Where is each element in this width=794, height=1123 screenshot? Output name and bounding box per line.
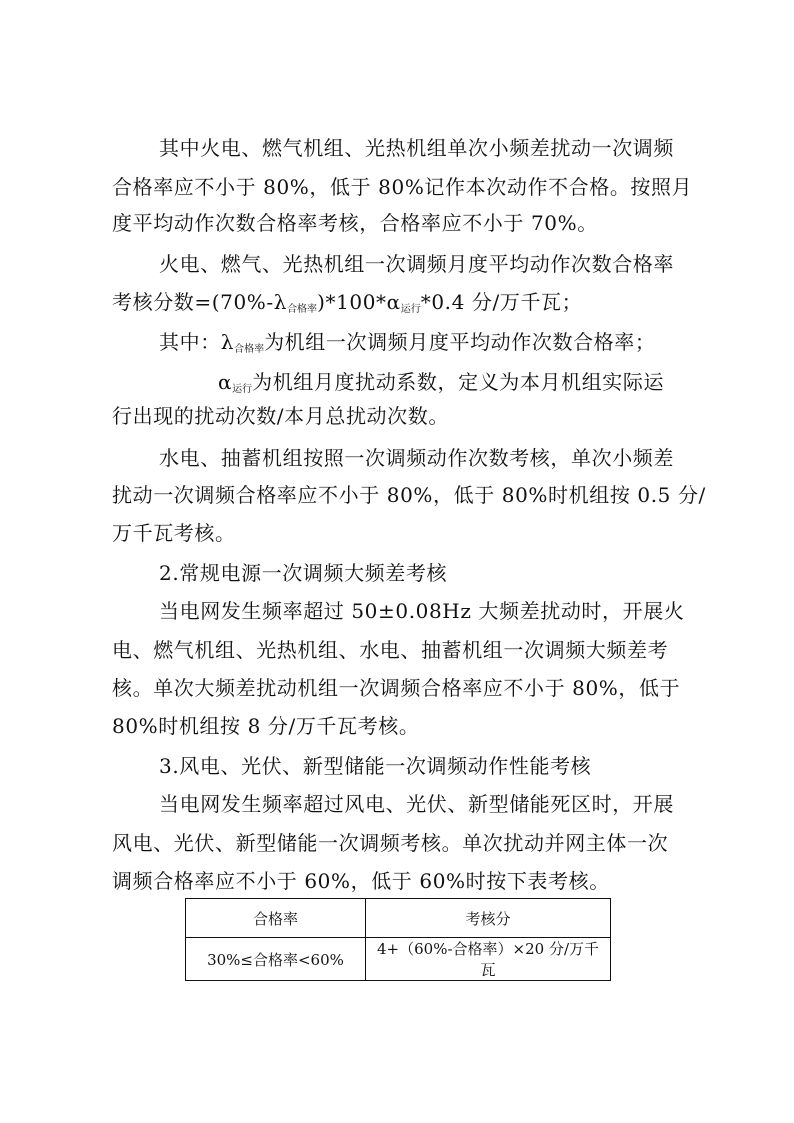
paragraph-line: 核。单次大频差扰动机组一次调频合格率应不小于 80%，低于	[112, 676, 681, 700]
paragraph-line: 水电、抽蓄机组按照一次调频动作次数考核，单次小频差	[159, 446, 674, 470]
table-cell: 30%≤合格率<60%	[186, 938, 366, 981]
formula-part: )*100*α	[317, 290, 401, 314]
formula-part: *0.4 分/万千瓦；	[420, 290, 583, 314]
table-header-cell: 合格率	[186, 899, 366, 938]
table-cell: 4+（60%-合格率）×20 分/万千瓦	[366, 938, 611, 981]
assessment-table	[185, 898, 611, 981]
formula-line	[112, 284, 582, 328]
paragraph-line: 当电网发生频率超过 50±0.08Hz 大频差扰动时，开展火	[159, 599, 685, 623]
table-header-row	[186, 899, 611, 938]
paragraph-line: 火电、燃气、光热机组一次调频月度平均动作次数合格率	[159, 252, 674, 276]
paragraph-line: 扰动一次调频合格率应不小于 80%，低于 80%时机组按 0.5 分/	[112, 483, 706, 507]
paragraph-line: 万千瓦考核。	[112, 521, 236, 545]
paragraph-line: 电、燃气机组、光热机组、水电、抽蓄机组一次调频大频差考	[112, 638, 669, 662]
subscript: 运行	[232, 384, 253, 395]
subscript: 合格率	[287, 304, 318, 315]
paragraph-line: 当电网发生频率超过风电、光伏、新型储能死区时，开展	[159, 792, 674, 816]
paragraph-line: 风电、光伏、新型储能一次调频考核。单次扰动并网主体一次	[112, 831, 669, 855]
paragraph-line: 其中火电、燃气机组、光热机组单次小频差扰动一次调频	[159, 136, 674, 160]
formula-part: 考核分数=(70%-λ	[112, 290, 288, 314]
paragraph-line: 度平均动作次数合格率考核，合格率应不小于 70%。	[112, 211, 598, 235]
section-heading: 2.常规电源一次调频大频差考核	[159, 561, 448, 585]
definition-part: 其中：λ	[159, 330, 235, 354]
definition-line	[159, 324, 655, 368]
subscript: 合格率	[234, 344, 265, 355]
table-header-cell: 考核分	[366, 899, 611, 938]
paragraph-line: 调频合格率应不小于 60%，低于 60%时按下表考核。	[112, 869, 610, 893]
paragraph-line: 行出现的扰动次数/本月总扰动次数。	[112, 404, 449, 428]
paragraph-line: 80%时机组按 8 分/万千瓦考核。	[112, 714, 420, 738]
subscript: 运行	[400, 304, 421, 315]
definition-part: α	[218, 370, 233, 394]
definition-part: 为机组月度扰动系数，定义为本月机组实际运	[252, 370, 665, 394]
section-heading: 3.风电、光伏、新型储能一次调频动作性能考核	[159, 754, 592, 778]
paragraph-line: 合格率应不小于 80%，低于 80%记作本次动作不合格。按照月	[112, 175, 693, 199]
definition-part: 为机组一次调频月度平均动作次数合格率；	[264, 330, 656, 354]
table-row	[186, 938, 611, 981]
